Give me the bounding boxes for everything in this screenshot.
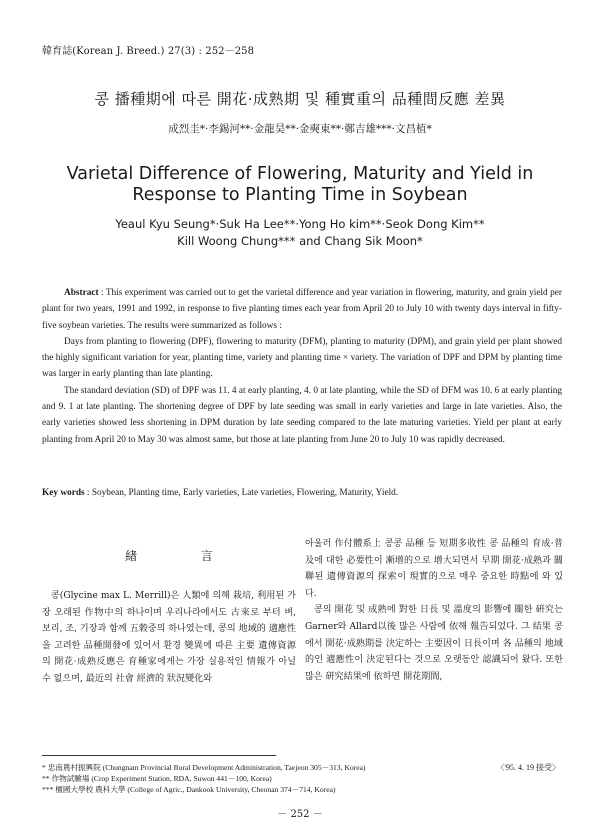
footnote-3: *** 檀國大學校 農科大學 (College of Agric., Dankook University, Cheonan 374－714, Korea) <box>42 785 336 794</box>
abstract-paragraph-3: The standard deviation (SD) of DPF was 11. 4 at early planting, 4. 0 at late planting, while the SD of DFM was 10. 6 at early planting and 9. 1 at late planting. The shortening degree of DPF by late seeding was small in early varieties and large in late varieties. Also, the early varieties showed less shortening in DPM duration by late seeding compared to the late maturing varieties. Yield per plant at early planting from April 20 to May 30 was almost same, but those at late planting from June 20 to July 10 was rapidly decreased. <box>42 385 562 445</box>
right-column <box>305 536 563 685</box>
keywords-label: Key words <box>42 488 85 498</box>
received-date: 〈'95. 4. 19 接受〉 <box>496 763 560 772</box>
footnote-rule <box>42 755 276 756</box>
abstract-paragraph-2: Days from planting to flowering (DPF), flowering to maturity (DFM), planting to maturity (DPM), and grain yield per plant showed the highly significant variation for year, planting time, variety and planting time × variety. The variation of DPF and DPM by planting time was larger in early planting than late planting. <box>42 336 562 380</box>
english-title: Varietal Difference of Flowering, Maturity and Yield in Response to Planting Time in Soybean <box>66 164 534 205</box>
left-column <box>42 588 296 688</box>
english-authors-line2: Kill Woong Chung*** and Chang Sik Moon* <box>177 234 423 248</box>
footnote-1: * 忠南農村振興院 (Chungnam Provincial Rural Development Administration, Taejeon 305－313, Korea) <box>42 763 366 772</box>
journal-citation: 韓育誌(Korean J. Breed.) 27(3) : 252－258 <box>42 46 255 57</box>
page-number: － 252 － <box>277 809 323 820</box>
keywords: Key words : Soybean, Planting time, Early varieties, Late varieties, Flowering, Maturity, Yield. <box>42 488 399 498</box>
korean-title: 콩 播種期에 따른 開花·成熟期 및 種實重의 品種間反應 差異 <box>94 90 506 108</box>
english-authors <box>30 216 570 250</box>
abstract-paragraph-1: This experiment was carried out to get the varietal difference and year variation in flowering, maturity, and grain yield per plant for two years, 1991 and 1992, in response to five planting times each year from April 20 to July 10 with twenty days interval in fifty-five soybean varieties. The results were summarized as follows : <box>42 288 562 331</box>
footnote-2: ** 作物試驗場 (Crop Experiment Station, RDA, Suwon 441－100, Korea) <box>42 774 272 783</box>
english-authors-line1: Yeaul Kyu Seung*·Suk Ha Lee**·Yong Ho kim**·Seok Dong Kim** <box>115 217 485 231</box>
intro-paragraph-right-2: 콩의 開花 및 成熟에 對한 日長 및 溫度의 影響에 關한 硏究는 Garner와 Allard以後 많은 사람에 依해 報告되었다. 그 結果 콩에서 開花·成熟期를 決定하는 主要因이 日長이며 各 品種의 地域的인 適應性이 決定된다는 것으로 오랫동안 認識되어 왔다. 또한 많은 硏究結果에 依하면 開花期間, <box>305 605 563 682</box>
intro-paragraph-left: 콩(Glycine max L. Merrill)은 人類에 의해 栽培, 利用된 가장 오래된 作物中의 하나이며 우리나라에서도 古來로 부터 벼, 보리, 조, 기장과 함께 五穀중의 하나였는데, 콩의 地域的 適應性을 고려한 品種開發에 있어서 환경 變異에 따른 主要 遺傳資源의 開花·成熟反應은 育種家에게는 가장 실용적인 情報가 아닐 수 없으며, 最近의 社會 經濟的 狀況變化와 <box>42 591 296 684</box>
intro-paragraph-right-1: 아울러 作付體系上 콩콩 品種 등 短期多收性 콩 品種의 育成·普及에 대한 必要性이 漸增的으로 增大되면서 早期 開花·成熟과 關聯된 遺傳資源의 探索이 現實的으로 매우 중요한 時點에 와 있다. <box>305 539 563 599</box>
footnotes <box>42 762 562 795</box>
korean-authors: 成烈圭*·李錫河**·金龍昊**·金奭東**·鄭吉雄***·文昌植* <box>168 123 432 135</box>
abstract-label: Abstract <box>64 288 99 298</box>
section-heading-introduction: 緖 言 <box>125 549 243 563</box>
keywords-text: Soybean, Planting time, Early varieties, Late varieties, Flowering, Maturity, Yield. <box>91 488 399 498</box>
abstract: Abstract : This experiment was carried out to get the varietal difference and year variation in flowering, maturity, and grain yield per plant for two years, 1991 and 1992, in response to five planting times each year from April 20 to July 10 with twenty days interval in fifty-five soybean varieties. The results were summarized as follows : Days from planting to flowering (DPF), flowering to maturity (DFM), planting to maturity (DPM), and grain yield per plant showed the highly significant variation for year, planting time, variety and planting time × variety. The variation of DPF and DPM by planting time was larger in early planting than late planting. The standard deviation (SD) of DPF was 11. 4 at early planting, 4. 0 at late planting, while the SD of DFM was 10. 6 at early planting and 9. 1 at late planting. The shortening degree of DPF by late seeding was small in early varieties and large in late varieties. Also, the early varieties showed less shortening in DPM duration by late seeding compared to the late maturing varieties. Yield per plant at early planting from April 20 to May 30 was almost same, but those at late planting from June 20 to July 10 was rapidly decreased. <box>42 285 562 448</box>
